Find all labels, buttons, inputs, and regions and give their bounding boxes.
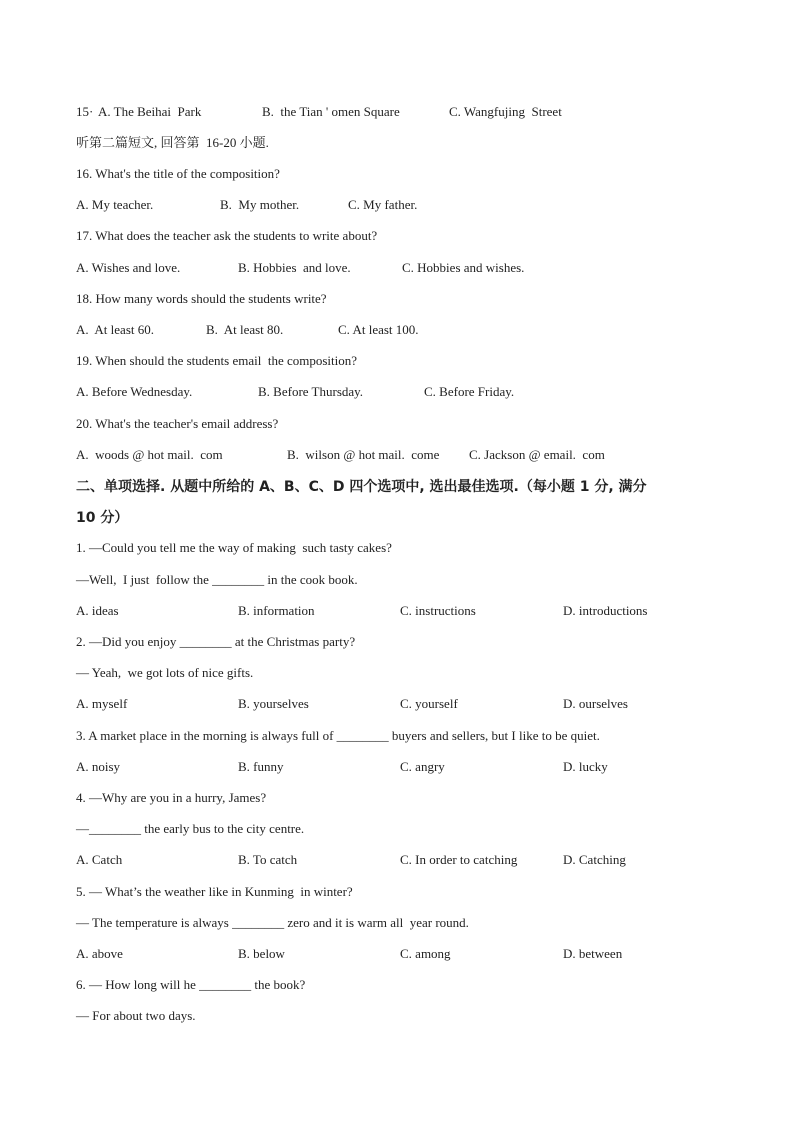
q20-option-a: A. woods @ hot mail. com <box>76 447 223 462</box>
c4-option-b: B. To catch <box>238 852 298 867</box>
q16-option-c: C. My father. <box>348 197 418 212</box>
c1-line2: —Well, I just follow the ________ in the cook book. <box>76 572 358 587</box>
q17-option-b: B. Hobbies and love. <box>238 260 351 275</box>
q18-option-a: A. At least 60. <box>76 322 154 337</box>
c6-line2: — For about two days. <box>76 1008 196 1023</box>
q17-option-a: A. Wishes and love. <box>76 260 181 275</box>
q20-option-b: B. wilson @ hot mail. come <box>287 447 440 462</box>
c1-option-c: C. instructions <box>400 603 476 618</box>
c5-option-d: D. between <box>563 946 623 961</box>
c1-option-d: D. introductions <box>563 603 648 618</box>
q19-option-c: C. Before Friday. <box>424 384 515 399</box>
passage2-intro: 听第二篇短文, 回答第 16-20 小题. <box>76 135 269 150</box>
q19-stem: 19. When should the students email the composition? <box>76 353 358 368</box>
q15-option-b: B. the Tian ' omen Square <box>262 104 400 119</box>
q16-option-a: A. My teacher. <box>76 197 154 212</box>
c3-line1: 3. A market place in the morning is always full of ________ buyers and sellers, but I like to be quiet. <box>76 728 600 743</box>
c4-line2: —________ the early bus to the city centre. <box>76 821 305 836</box>
section2-heading: 二、单项选择. 从题中所给的 A、B、C、D 四个选项中, 选出最佳选项.（每小题 1 分, 满分 <box>76 479 647 495</box>
c4-line1: 4. —Why are you in a hurry, James? <box>76 790 267 805</box>
q17-option-c: C. Hobbies and wishes. <box>402 260 525 275</box>
c4-option-a: A. Catch <box>76 852 123 867</box>
section2-heading-cont: 10 分） <box>76 510 129 526</box>
c3-option-d: D. lucky <box>563 759 608 774</box>
q18-stem: 18. How many words should the students write? <box>76 291 327 306</box>
c2-line1: 2. —Did you enjoy ________ at the Christmas party? <box>76 634 356 649</box>
c2-option-a: A. myself <box>76 696 128 711</box>
c3-option-b: B. funny <box>238 759 284 774</box>
q20-stem: 20. What's the teacher's email address? <box>76 416 279 431</box>
c2-line2: — Yeah, we got lots of nice gifts. <box>76 665 254 680</box>
c6-line1: 6. — How long will he ________ the book? <box>76 977 306 992</box>
c5-line1: 5. — What’s the weather like in Kunming in winter? <box>76 884 353 899</box>
c5-option-b: B. below <box>238 946 285 961</box>
c3-option-a: A. noisy <box>76 759 121 774</box>
q19-option-b: B. Before Thursday. <box>258 384 364 399</box>
c5-option-c: C. among <box>400 946 451 961</box>
c2-option-d: D. ourselves <box>563 696 628 711</box>
c4-option-c: C. In order to catching <box>400 852 518 867</box>
q19-option-a: A. Before Wednesday. <box>76 384 193 399</box>
q18-option-c: C. At least 100. <box>338 322 419 337</box>
c4-option-d: D. Catching <box>563 852 626 867</box>
c2-option-b: B. yourselves <box>238 696 309 711</box>
q15-option-a: A. The Beihai Park <box>98 104 202 119</box>
c5-line2: — The temperature is always ________ zero and it is warm all year round. <box>76 915 469 930</box>
q15-number: 15· <box>76 104 94 119</box>
q16-option-b: B. My mother. <box>220 197 300 212</box>
q17-stem: 17. What does the teacher ask the students to write about? <box>76 228 378 243</box>
q15-option-c: C. Wangfujing Street <box>449 104 562 119</box>
q20-option-c: C. Jackson @ email. com <box>469 447 605 462</box>
c5-option-a: A. above <box>76 946 123 961</box>
q18-option-b: B. At least 80. <box>206 322 284 337</box>
c3-option-c: C. angry <box>400 759 445 774</box>
c1-line1: 1. —Could you tell me the way of making such tasty cakes? <box>76 540 392 555</box>
q16-stem: 16. What's the title of the composition? <box>76 166 280 181</box>
c2-option-c: C. yourself <box>400 696 458 711</box>
c1-option-a: A. ideas <box>76 603 119 618</box>
c1-option-b: B. information <box>238 603 315 618</box>
